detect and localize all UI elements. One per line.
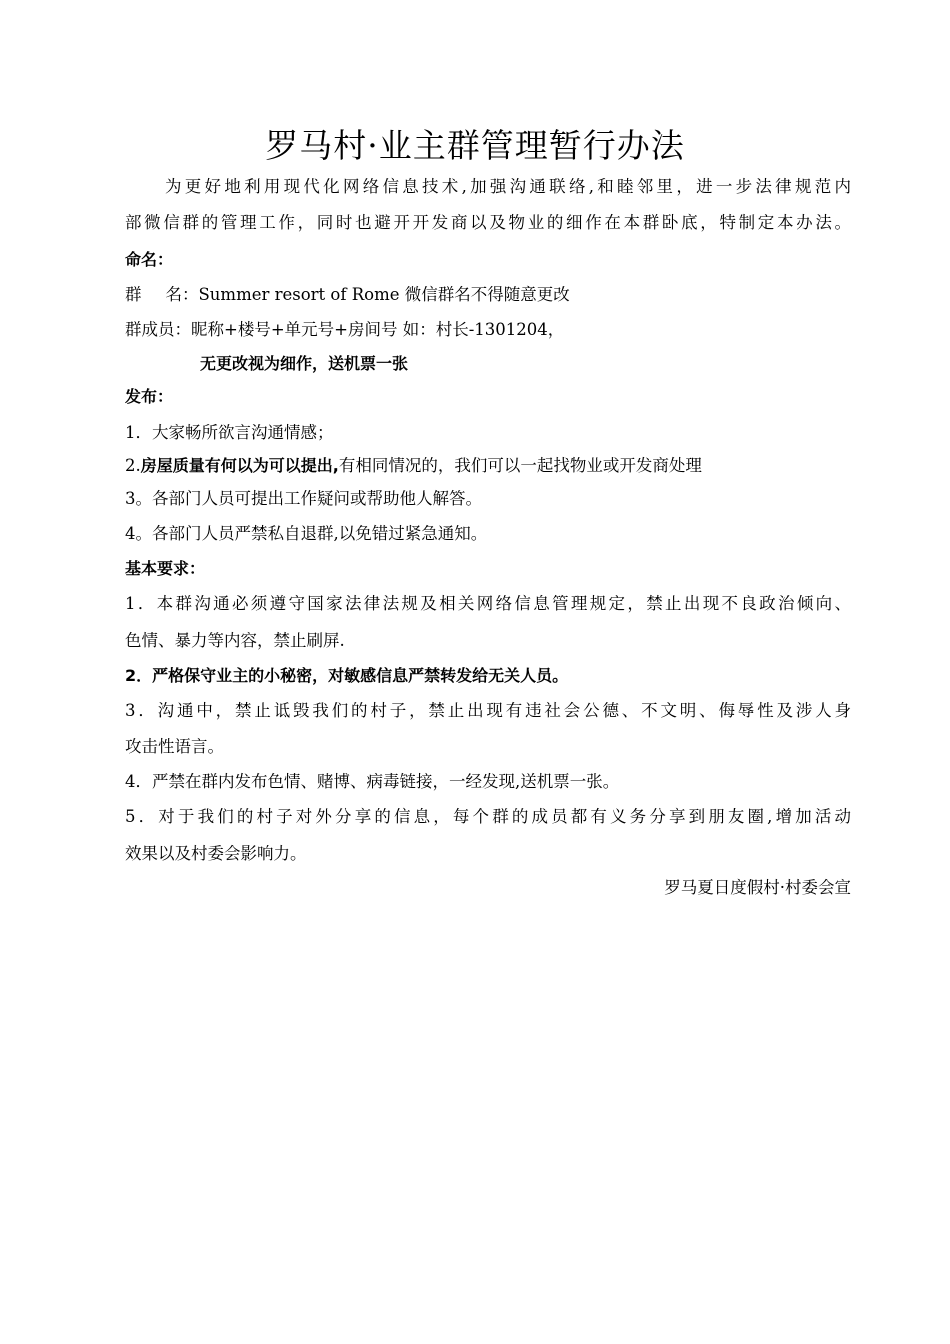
requirement-item-5-line-2: 效果以及村委会影响力。 xyxy=(125,844,307,863)
intro-line-2: 部微信群的管理工作，同时也避开开发商以及物业的细作在本群卧底，特制定本办法。 xyxy=(125,213,851,232)
posting-item-2 xyxy=(125,454,851,478)
requirement-item-2: 2．严格保守业主的小秘密，对敏感信息严禁转发给无关人员。 xyxy=(125,666,569,685)
requirements-heading: 基本要求： xyxy=(125,559,206,578)
requirement-item-1-line-2: 色情、暴力等内容，禁止刷屏. xyxy=(125,631,345,650)
member-nickname-rule: 群成员：昵称+楼号+单元号+房间号 如：村长-1301204， xyxy=(125,320,565,339)
requirement-item-1-line-1: 1．本群沟通必须遵守国家法律法规及相关网络信息管理规定，禁止出现不良政治倾向、 xyxy=(125,594,851,613)
intro-line-1: 为更好地利用现代化网络信息技术,加强沟通联络,和睦邻里，进一步法律规范内 xyxy=(165,177,851,196)
posting-item-1: 1．大家畅所欲言沟通情感； xyxy=(125,423,334,442)
group-name-rule xyxy=(125,283,851,307)
posting-item-3: 3。各部门人员可提出工作疑问或帮助他人解答。 xyxy=(125,489,482,508)
member-penalty: 无更改视为细作，送机票一张 xyxy=(200,354,409,373)
issuer-signature: 罗马夏日度假村·村委会宣 xyxy=(664,878,851,897)
group-name-value: Summer resort of Rome 微信群名不得随意更改 xyxy=(198,285,570,304)
group-name-label-a: 群 xyxy=(125,285,142,304)
document-title: 罗马村·业主群管理暂行办法 xyxy=(265,126,685,165)
requirement-item-3-line-2: 攻击性语言。 xyxy=(125,737,224,756)
naming-heading: 命名： xyxy=(125,250,174,269)
posting-item-2-rest: 有相同情况的，我们可以一起找物业或开发商处理 xyxy=(338,456,702,475)
requirement-item-4: 4．严禁在群内发布色情、赌博、病毒链接，一经发现,送机票一张。 xyxy=(125,772,620,791)
posting-item-4: 4。各部门人员严禁私自退群,以免错过紧急通知。 xyxy=(125,524,488,543)
group-name-label-b: 名： xyxy=(165,285,199,304)
posting-item-2-number: 2. xyxy=(125,456,141,475)
requirement-item-3-line-1: 3．沟通中，禁止诋毁我们的村子，禁止出现有违社会公德、不文明、侮辱性及涉人身 xyxy=(125,701,851,720)
posting-item-2-bold: 房屋质量有何以为可以提出, xyxy=(140,456,339,475)
requirement-item-5-line-1: 5．对于我们的村子对外分享的信息，每个群的成员都有义务分享到朋友圈,增加活动 xyxy=(125,807,851,826)
posting-heading: 发布： xyxy=(125,387,174,406)
